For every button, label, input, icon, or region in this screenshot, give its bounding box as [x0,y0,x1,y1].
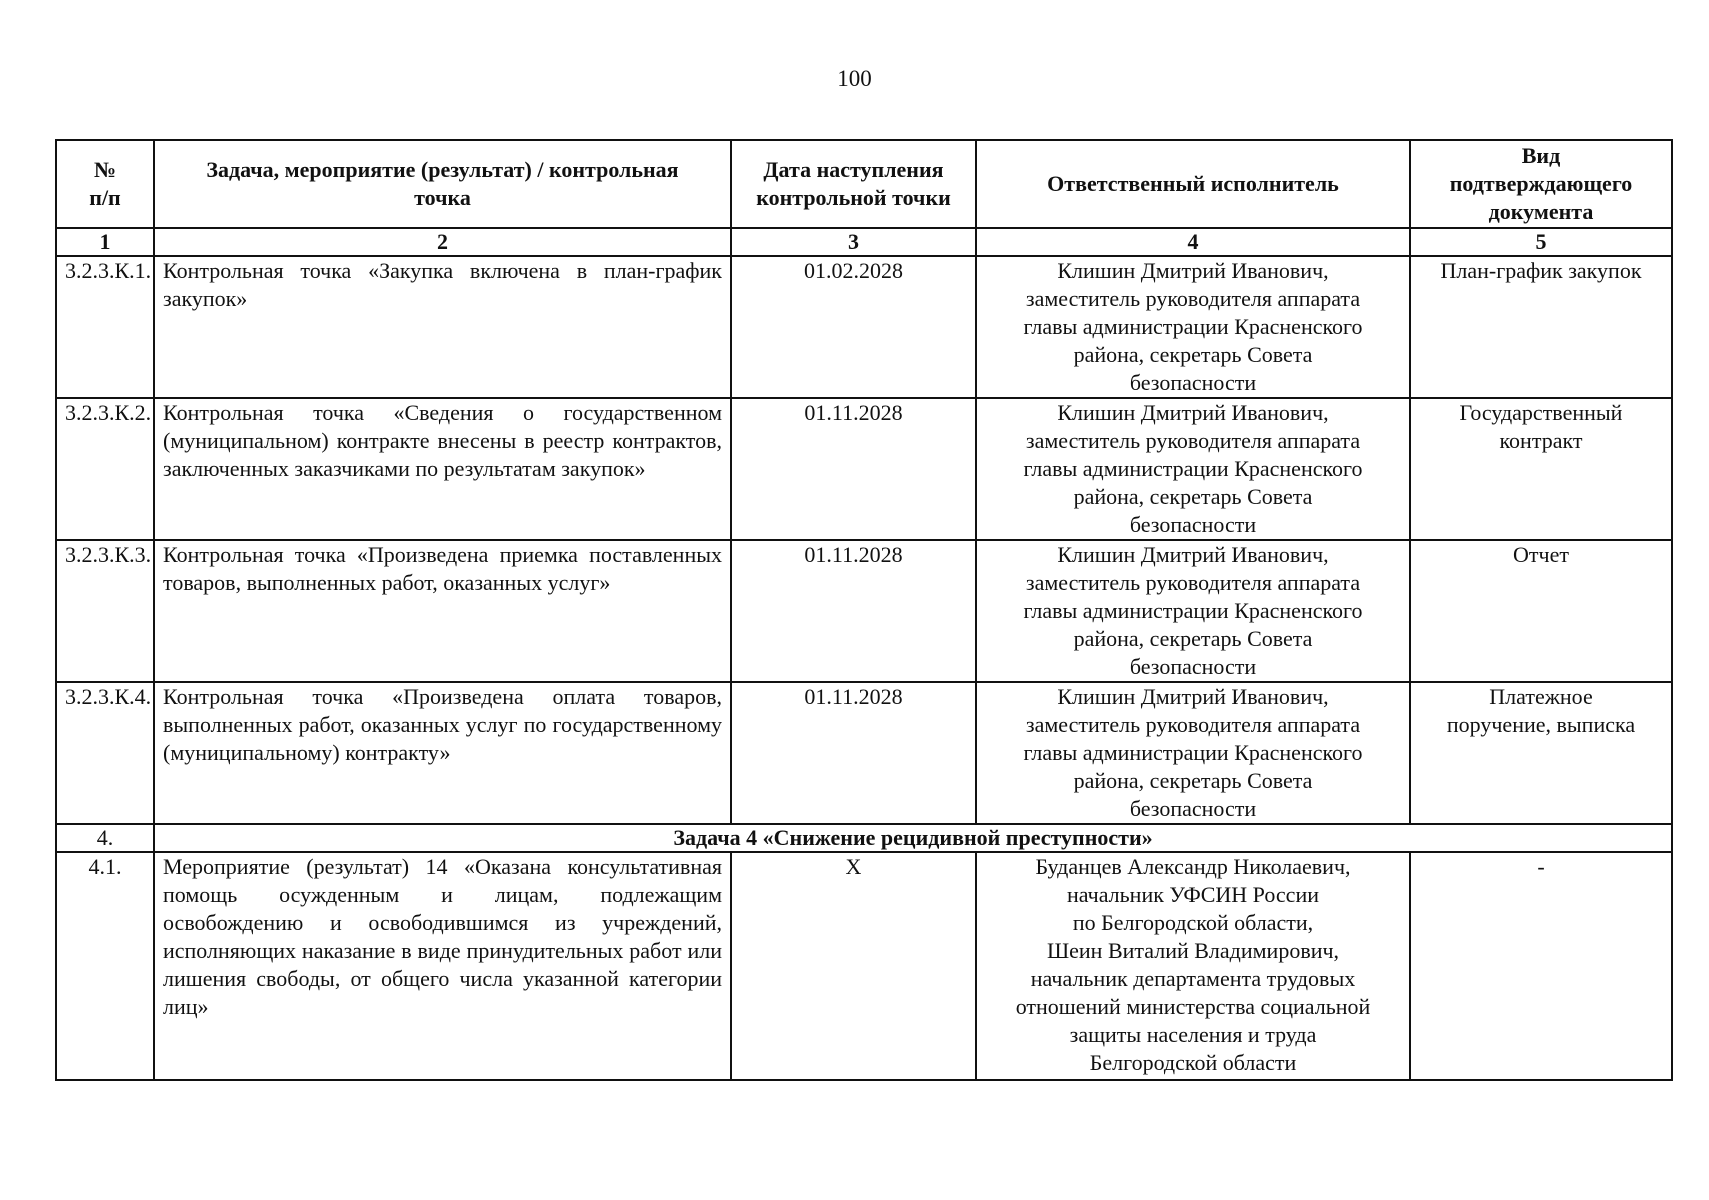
row-date: 01.11.2028 [731,398,976,540]
column-number: 1 [56,228,154,256]
page-number: 100 [837,66,872,91]
row-task: Контрольная точка «Произведена приемка поставленных товаров, выполненных работ, оказанных услуг» [154,540,731,682]
table-row [56,398,1672,540]
row-date: 01.11.2028 [731,540,976,682]
row-date: 01.02.2028 [731,256,976,398]
row-task: Контрольная точка «Сведения о государственном (муниципальном) контракте внесены в реестр контрактов, заключенных заказчиками по результатам закупок» [154,398,731,540]
header-date: Дата наступления контрольной точки [731,140,976,228]
column-number: 5 [1410,228,1672,256]
row-number: 3.2.3.К.3. [56,540,154,682]
table-row [56,256,1672,398]
table-row [56,852,1672,1080]
table-row [56,540,1672,682]
task-title: Задача 4 «Снижение рецидивной преступности» [154,824,1672,852]
column-numbers-row [56,228,1672,256]
row-responsible: Клишин Дмитрий Иванович, заместитель руководителя аппарата главы администрации Красненского района, секретарь Совета безопасности [976,540,1410,682]
row-responsible: Буданцев Александр Николаевич, начальник УФСИН России по Белгородской области, Шеин Виталий Владимирович, начальник департамента трудовых отношений министерства социальной защиты населения и труда Белгородской области [976,852,1410,1080]
row-responsible: Клишин Дмитрий Иванович, заместитель руководителя аппарата главы администрации Красненского района, секретарь Совета безопасности [976,398,1410,540]
row-number: 4.1. [56,852,154,1080]
control-points-table [55,139,1673,1081]
row-number: 3.2.3.К.1. [56,256,154,398]
task-row [56,824,1672,852]
task-number: 4. [56,824,154,852]
header-number: № п/п [56,140,154,228]
header-document: Вид подтверждающего документа [1410,140,1672,228]
row-responsible: Клишин Дмитрий Иванович, заместитель руководителя аппарата главы администрации Красненского района, секретарь Совета безопасности [976,256,1410,398]
header-task: Задача, мероприятие (результат) / контрольная точка [154,140,731,228]
column-number: 4 [976,228,1410,256]
header-row [56,140,1672,228]
column-number: 3 [731,228,976,256]
row-task: Контрольная точка «Произведена оплата товаров, выполненных работ, оказанных услуг по государственному (муниципальному) контракту» [154,682,731,824]
table-row [56,682,1672,824]
column-number: 2 [154,228,731,256]
row-number: 3.2.3.К.2. [56,398,154,540]
row-document: План-график закупок [1410,256,1672,398]
row-task: Мероприятие (результат) 14 «Оказана консультативная помощь осужденным и лицам, подлежащим освобождению и освободившимся из учреждений, исполняющих наказание в виде принудительных работ или лишения свободы, от общего числа указанной категории лиц» [154,852,731,1080]
row-date: Х [731,852,976,1080]
header-responsible: Ответственный исполнитель [976,140,1410,228]
row-responsible: Клишин Дмитрий Иванович, заместитель руководителя аппарата главы администрации Красненского района, секретарь Совета безопасности [976,682,1410,824]
row-document: Платежное поручение, выписка [1410,682,1672,824]
row-number: 3.2.3.К.4. [56,682,154,824]
row-document: Государственный контракт [1410,398,1672,540]
row-date: 01.11.2028 [731,682,976,824]
row-document: Отчет [1410,540,1672,682]
row-document: - [1410,852,1672,1080]
row-task: Контрольная точка «Закупка включена в план-график закупок» [154,256,731,398]
